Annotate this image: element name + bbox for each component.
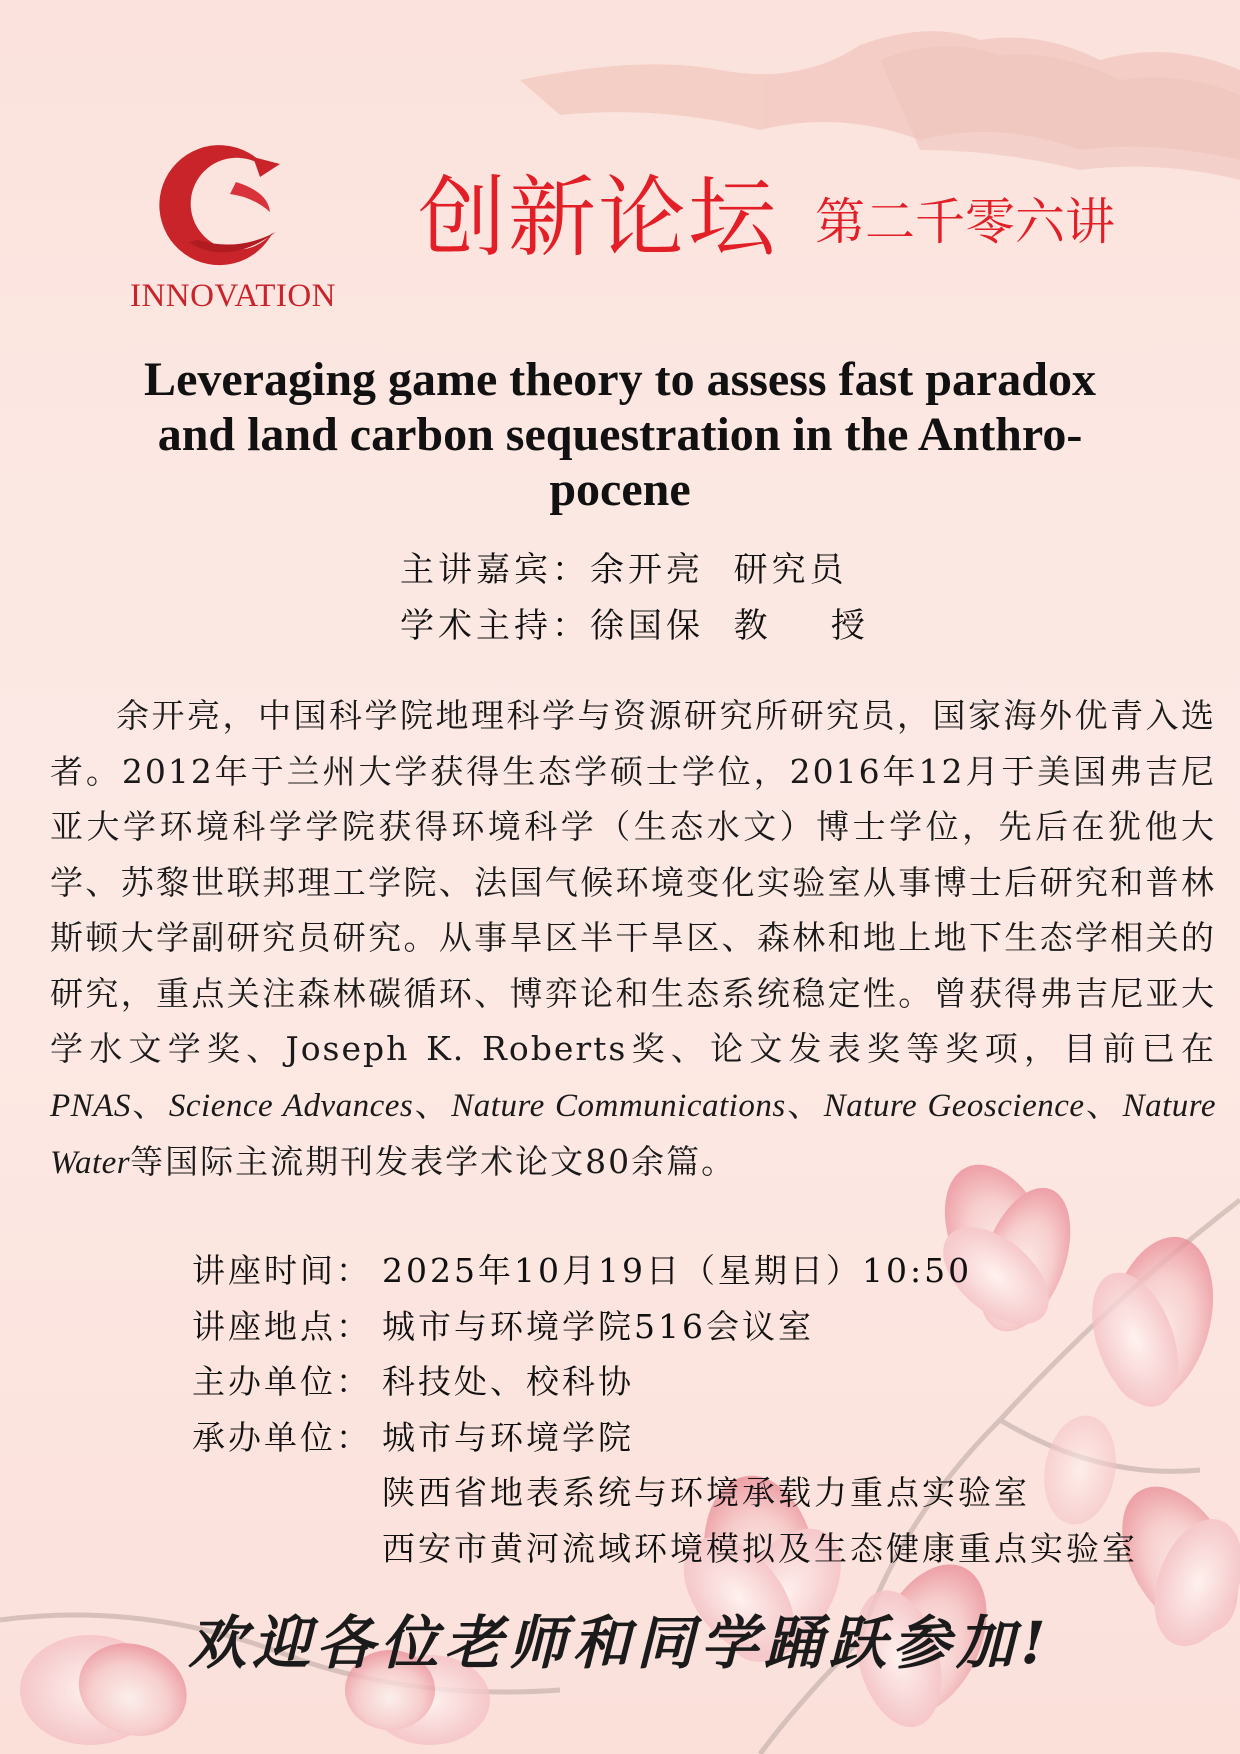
speaker-line	[400, 542, 869, 598]
detail-row-organizer	[192, 1354, 1138, 1410]
event-details	[192, 1243, 1138, 1576]
detail-row-time	[192, 1243, 1138, 1299]
undertaker-value: 城市与环境学院	[382, 1417, 634, 1457]
speaker-block	[400, 542, 869, 654]
bio-text: 余开亮，中国科学院地理科学与资源研究所研究员，国家海外优青入选者。2012年于兰州大学获得生态学硕士学位，2016年12月于美国弗吉尼亚大学环境科学学院获得环境科学（生态水文）博士学位，先后在犹他大学、苏黎世联邦理工学院、法国气候环境变化实验室从事博士后研究和普林斯顿大学副研究员研究。从事旱区半干旱区、森林和地上地下生态学相关的研究，重点关注森林碳循环、博弈论和生态系统稳定性。曾获得弗吉尼亚大学水文学奖、Joseph K. Roberts奖、论文发表奖等奖项，目前已在	[50, 696, 1216, 1068]
journal-name: Science Advances	[168, 1087, 414, 1124]
logo-text: INNOVATION	[129, 278, 337, 314]
time-label: 讲座时间：	[192, 1251, 372, 1290]
label-spacer	[192, 1465, 382, 1521]
bio-separator: 、	[785, 1084, 824, 1124]
journal-name: PNAS	[50, 1087, 131, 1124]
talk-title	[50, 352, 1190, 517]
host-line	[400, 598, 869, 654]
journal-name: Nature Geoscience	[823, 1087, 1085, 1124]
bio-separator: 、	[1084, 1084, 1123, 1124]
detail-row-undertaker	[192, 1410, 1138, 1466]
bio-separator: 、	[413, 1084, 452, 1124]
bio-text: 等国际主流期刊发表学术论文80余篇。	[130, 1142, 737, 1181]
label-spacer	[192, 1521, 382, 1577]
organizer-label: 主办单位：	[192, 1362, 372, 1401]
speaker-name: 余开亮 研究员	[590, 550, 848, 590]
talk-title-line: and land carbon sequestration in the Anthro-	[157, 408, 1083, 461]
organizer-value: 科技处、校科协	[382, 1362, 634, 1401]
speaker-label: 主讲嘉宾：	[400, 550, 590, 590]
bio-separator: 、	[130, 1084, 169, 1124]
time-value: 2025年10月19日（星期日）10:50	[382, 1251, 973, 1290]
swirl-logo-icon	[118, 140, 348, 280]
lecture-number: 第二千零六讲	[815, 193, 1115, 251]
place-value: 城市与环境学院516会议室	[382, 1306, 814, 1346]
journal-name: Nature Communications	[451, 1087, 786, 1124]
detail-row-undertaker-cont	[192, 1521, 1138, 1577]
forum-title: 创新论坛	[418, 166, 779, 269]
host-label: 学术主持：	[400, 606, 590, 646]
host-name: 徐国保 教 授	[590, 606, 869, 646]
detail-row-undertaker-cont	[192, 1465, 1138, 1521]
detail-row-place	[192, 1299, 1138, 1355]
journal-name: Nature Water	[50, 1087, 1217, 1181]
place-label: 讲座地点：	[192, 1306, 372, 1346]
undertaker-value: 陕西省地表系统与环境承载力重点实验室	[382, 1473, 1030, 1512]
talk-title-line: pocene	[549, 463, 691, 516]
innovation-logo	[118, 140, 348, 320]
talk-title-line: Leveraging game theory to assess fast paradox	[144, 353, 1096, 406]
undertaker-label: 承办单位：	[192, 1417, 372, 1457]
welcome-slogan: 欢迎各位老师和同学踊跃参加!	[188, 1609, 1052, 1677]
speaker-bio	[50, 688, 1216, 1192]
undertaker-value: 西安市黄河流域环境模拟及生态健康重点实验室	[382, 1528, 1138, 1568]
